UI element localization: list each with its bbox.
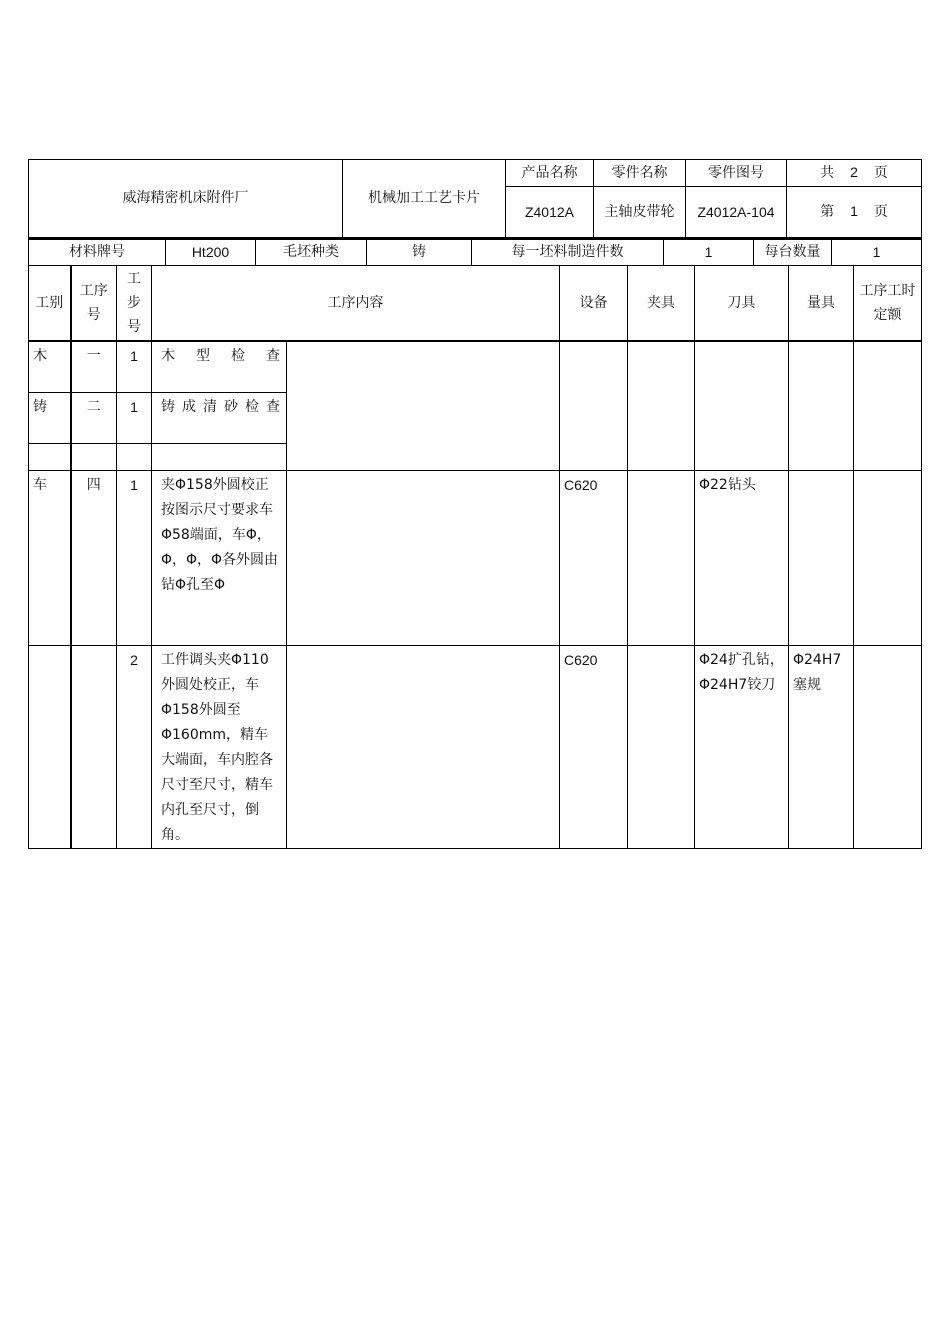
product-name-label: 产品名称 <box>506 160 594 187</box>
per-unit-value: 1 <box>832 239 922 266</box>
per-blank-label: 每一坯料制造件数 <box>472 239 664 266</box>
row-step: 2 <box>117 646 152 849</box>
col-content: 工序内容 <box>152 266 560 341</box>
row-content: 工件调头夹Φ110外圆处校正，车Φ158外圆至Φ160mm，精车大端面，车内腔各尺寸至尺寸，精车内孔至尺寸，倒角。 <box>152 646 287 849</box>
row-fixture <box>628 646 695 849</box>
total-pages: 2 <box>850 164 858 180</box>
row-content: 夹Φ158外圆校正按图示尺寸要求车Φ58端面，车Φ，Φ，Φ，Φ各外圆由钻Φ孔至Φ <box>152 471 287 646</box>
material-grade: Ht200 <box>166 239 256 266</box>
row-equipment: C620 <box>560 471 628 646</box>
row-op: 二 <box>71 393 117 444</box>
row-equipment: C620 <box>560 646 628 849</box>
col-equipment: 设备 <box>560 266 628 341</box>
row-content: 木型检查 <box>152 341 287 393</box>
header-table <box>28 159 922 238</box>
row-step: 1 <box>117 393 152 444</box>
row-tool <box>695 341 789 471</box>
col-type: 工别 <box>29 266 71 341</box>
per-blank-value: 1 <box>664 239 754 266</box>
page-unit: 页 <box>873 204 888 220</box>
row-type <box>29 646 71 849</box>
empty-cell <box>71 444 117 471</box>
factory-name: 威海精密机床附件厂 <box>29 160 343 238</box>
page-number-cell <box>787 187 922 238</box>
row-op <box>71 646 117 849</box>
row-op: 一 <box>71 341 117 393</box>
content-blank <box>287 341 560 471</box>
part-name-label: 零件名称 <box>594 160 686 187</box>
col-step-no: 工步号 <box>117 266 152 341</box>
col-tool: 刀具 <box>695 266 789 341</box>
product-name-value: Z4012A <box>506 187 594 238</box>
empty-cell <box>152 444 287 471</box>
col-time: 工序工时定额 <box>854 266 922 341</box>
row-time <box>854 471 922 646</box>
page-number: 1 <box>850 203 858 219</box>
part-name-value: 主轴皮带轮 <box>594 187 686 238</box>
process-card <box>28 159 921 849</box>
row-gauge: Φ24H7塞规 <box>789 646 854 849</box>
row-op: 四 <box>71 471 117 646</box>
row-step: 1 <box>117 471 152 646</box>
empty-cell <box>117 444 152 471</box>
per-unit-label: 每台数量 <box>754 239 832 266</box>
row-tool: Φ24扩孔钻，Φ24H7铰刀 <box>695 646 789 849</box>
part-drawing-label: 零件图号 <box>686 160 787 187</box>
total-label: 共 <box>820 165 835 181</box>
row-equipment <box>560 341 628 471</box>
empty-cell <box>29 444 71 471</box>
row-tool: Φ22钻头 <box>695 471 789 646</box>
material-grade-label: 材料牌号 <box>29 239 166 266</box>
page-label: 第 <box>820 204 835 220</box>
row-time <box>854 646 922 849</box>
row-content: 铸成清砂检查 <box>152 393 287 444</box>
row-fixture <box>628 341 695 471</box>
row-fixture <box>628 471 695 646</box>
row-type: 木 <box>29 341 71 393</box>
blank-type: 铸 <box>367 239 472 266</box>
card-title: 机械加工工艺卡片 <box>343 160 506 238</box>
content-blank <box>287 646 560 849</box>
row-type: 铸 <box>29 393 71 444</box>
col-op-no: 工序号 <box>71 266 117 341</box>
content-blank <box>287 471 560 646</box>
col-gauge: 量具 <box>789 266 854 341</box>
material-table <box>28 238 922 266</box>
row-type: 车 <box>29 471 71 646</box>
part-drawing-value: Z4012A-104 <box>686 187 787 238</box>
row-step: 1 <box>117 341 152 393</box>
total-pages-cell <box>787 160 922 187</box>
blank-type-label: 毛坯种类 <box>256 239 367 266</box>
process-table <box>28 266 922 849</box>
row-gauge <box>789 341 854 471</box>
row-gauge <box>789 471 854 646</box>
col-fixture: 夹具 <box>628 266 695 341</box>
row-time <box>854 341 922 471</box>
total-unit: 页 <box>873 165 888 181</box>
